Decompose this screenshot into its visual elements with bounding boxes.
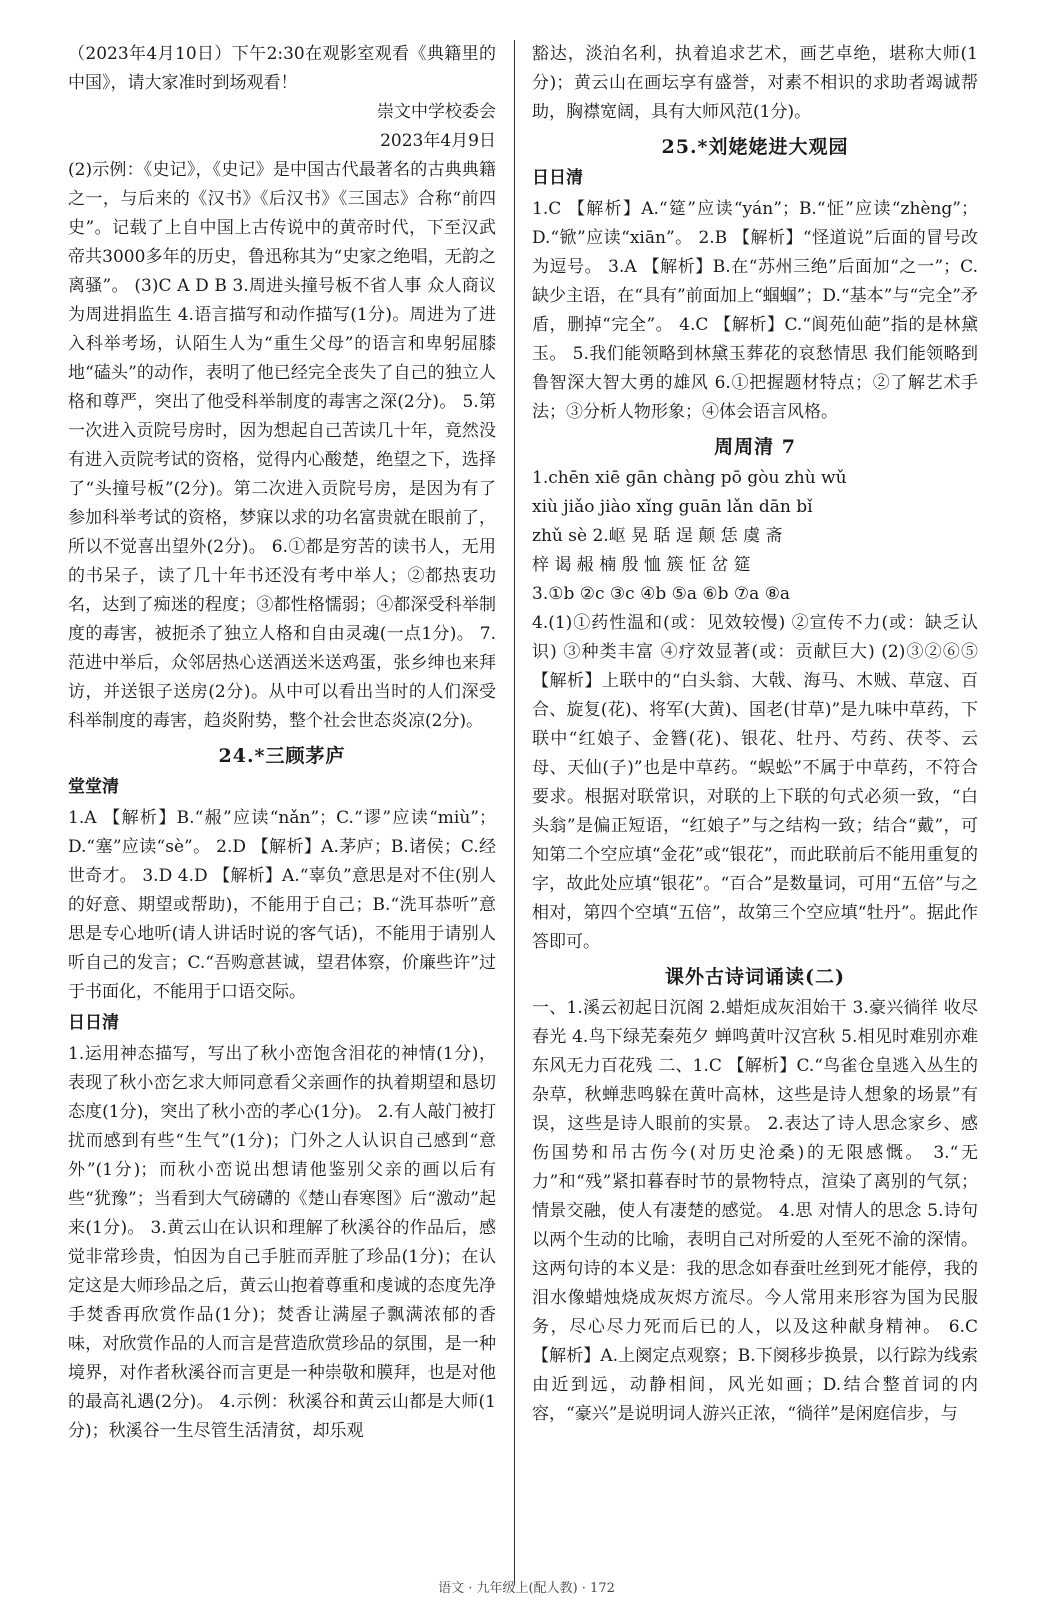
page-footer: 语文 · 九年级上(配人教) · 172 (438, 1581, 615, 1596)
answer-block: 1.A 【解析】B.“赧”应读“nǎn”；C.“谬”应读“miù”；D.“塞”应读“sè”。 2.D 【解析】A.茅庐；B.诸侯；C.经世奇才。 3.D 4.D 【解析】A.“辜负”意思是对不住(别人的好意、期望或帮助)，不能用于自己；B.“洗耳恭听”意思是专心地听(请人讲话时说的客气话)，不能用于请别人听自己的发言；C.“吾购意甚诚，望君体察，价廉些许”过于书面化，不能用于口语交际。 (68, 808, 496, 1002)
answer-block: (2)示例：《史记》，《史记》是中国古代最著名的古典典籍之一，与后来的《汉书》《后汉书》《三国志》合称“前四史”。记载了上自中国上古传说中的黄帝时代，下至汉武帝共3000多年的历史，鲁迅称其为“史家之绝唱，无韵之离骚”。 (3)C A D B 3.周进头撞号板不省人事 众人商议为周进捐监生 4.语言描写和动作描写(1分)。周进为了进入科举考场，认陌生人为“重生父母”的语言和卑躬屈膝地“磕头”的动作，表明了他已经完全丧失了自己的独立人格和尊严，突出了他受科举制度的毒害之深(2分)。 5.第一次进入贡院号房时，因为想起自己苦读几十年，竟然没有进入贡院考试的资格，觉得内心酸楚，绝望之下，选择了“头撞号板”(2分)。第二次进入贡院号房，是因为有了参加科举考试的资格，梦寐以求的功名富贵就在眼前了，所以不觉喜出望外(2分)。 6.①都是穷苦的读书人，无用的书呆子，读了几十年书还没有考中举人；②都热衷功名，达到了痴迷的程度；③都性格懦弱；④都深受科举制度的毒害，被扼杀了独立人格和自由灵魂(一点1分)。 7.范进中举后，众邻居热心送酒送米送鸡蛋，张乡绅也来拜访，并送银子送房(2分)。从中可以看出当时的人们深受科举制度的毒害，趋炎附势，整个社会世态炎凉(2分)。 (68, 160, 496, 731)
section-title-24: 24.*三顾茅庐 (218, 745, 346, 767)
pinyin-line: zhǔ sè 2.岖 晃 聒 逞 颠 恁 虞 斋 (532, 526, 783, 546)
answer-block: 豁达，淡泊名利，执着追求艺术，画艺卓绝，堪称大师(1分)；黄云山在画坛享有盛誉，对素不相识的求助者竭诚帮助，胸襟宽阔，具有大师风范(1分)。 (532, 44, 978, 122)
subheading-ririqing: 日日清 (532, 168, 583, 188)
pinyin-line: xiù jiǎo jiào xǐng guān lǎn dān bǐ (532, 497, 813, 517)
subheading-tangtangqing: 堂堂清 (68, 777, 119, 797)
notice-date: 2023年4月9日 (380, 131, 496, 151)
answer-block: 4.(1)①药性温和(或：见效较慢) ②宣传不力(或：缺乏认识) ③种类丰富 ④疗效显著(或：贡献巨大) (2)③②⑥⑤ 【解析】上联中的“白头翁、大戟、海马、木贼、草寇、百合、旋复(花)、将军(大黄)、国老(甘草)”是九味中草药，下联中“红娘子、金簪(花)、银花、牡丹、芍药、茯苓、云母、天仙(子)”也是中草药。“蜈蚣”不属于中草药，不符合要求。根据对联常识，对联的上下联的句式必须一致，“白头翁”是偏正短语，“红娘子”与之结构一致；结合“戴”，可知第二个空应填“金花”或“银花”，而此联前后不能用重复的字，故此处应填“银花”。“百合”是数量词，可用“五倍”与之相对，第四个空填“五倍”，故第三个空应填“牡丹”。据此作答即可。 (532, 613, 978, 952)
column-divider (514, 40, 515, 1585)
answer-block: 一、1.溪云初起日沉阁 2.蜡炬成灰泪始干 3.豪兴徜徉 收尽春光 4.鸟下绿芜秦苑夕 蝉鸣黄叶汉宫秋 5.相见时难别亦难 东风无力百花残 二、1.C 【解析】C.“鸟雀仓皇逃入丛生的杂草，秋蝉悲鸣躲在黄叶高林，这些是诗人想象的场景”有误，这些是诗人眼前的实景。 2.表达了诗人思念家乡、感伤国势和吊古伤今(对历史沧桑)的无限感慨。 3.“无力”和“残”紧扣暮春时节的景物特点，渲染了离别的气氛；情景交融，使人有凄楚的感觉。 4.思 对情人的思念 5.诗句以两个生动的比喻，表明自己对所爱的人至死不渝的深情。这两句诗的本义是：我的思念如春蚕吐丝到死才能停，我的泪水像蜡烛烧成灰烬方流尽。今人常用来形容为国为民服务，尽心尽力死而后已的人，以及这种献身精神。 6.C 【解析】A.上阕定点观察；B.下阕移步换景，以行踪为线索由近到远，动静相间，风光如画；D.结合整首词的内容，“豪兴”是说明词人游兴正浓，“徜徉”是闲庭信步，与 (532, 998, 978, 1424)
left-column (68, 40, 496, 1446)
section-title-poems: 课外古诗词诵读(二) (665, 966, 845, 988)
section-title-weekly: 周周清 7 (714, 436, 796, 458)
answer-block: 1.C 【解析】A.“筵”应读“yán”；B.“怔”应读“zhèng”；D.“锨”应读“xiān”。 2.B 【解析】“怪道说”后面的冒号改为逗号。 3.A 【解析】B.在“苏州三绝”后面加“之一”；C.缺少主语，在“具有”前面加上“蝈蝈”；D.“基本”与“完全”矛盾，删掉“完全”。 4.C 【解析】C.“阆苑仙葩”指的是林黛玉。 5.我们能领略到林黛玉葬花的哀愁情思 我们能领略到鲁智深大智大勇的雄风 6.①把握题材特点；②了解艺术手法；③分析人物形象；④体会语言风格。 (532, 199, 978, 422)
subheading-ririqing: 日日清 (68, 1013, 119, 1033)
answer-line: 3.①b ②c ③c ④b ⑤a ⑥b ⑦a ⑧a (532, 584, 791, 604)
notice-signer: 崇文中学校委会 (377, 102, 496, 122)
answer-block: 1.运用神态描写，写出了秋小峦饱含泪花的神情(1分)，表现了秋小峦乞求大师同意看父亲画作的执着期望和恳切态度(1分)，突出了秋小峦的孝心(1分)。 2.有人敲门被打扰而感到有些“生气”(1分)；门外之人认识自己感到“意外”(1分)；而秋小峦说出想请他鉴别父亲的画以后有些“犹豫”；当看到大气磅礴的《楚山春寒图》后“激动”起来(1分)。 3.黄云山在认识和理解了秋溪谷的作品后，感觉非常珍贵，怕因为自己手脏而弄脏了珍品(1分)；在认定这是大师珍品之后，黄云山抱着尊重和虔诚的态度先净手焚香再欣赏作品(1分)；焚香让满屋子飘满浓郁的香味，对欣赏作品的人而言是营造欣赏珍品的氛围，是一种境界，对作者秋溪谷而言更是一种崇敬和膜拜，也是对他的最高礼遇(2分)。 4.示例：秋溪谷和黄云山都是大师(1分)；秋溪谷一生尽管生活清贫，却乐观 (68, 1044, 496, 1441)
character-line: 梓 谒 赧 楠 殷 恤 簇 怔 岔 筵 (532, 555, 751, 575)
section-title-25: 25.*刘姥姥进大观园 (661, 136, 849, 158)
right-column (532, 40, 978, 1429)
notice-text: （2023年4月10日）下午2:30在观影室观看《典籍里的中国》，请大家准时到场观看！ (68, 44, 496, 93)
pinyin-line: 1.chēn xiē gān chàng pō gòu zhù wǔ (532, 468, 847, 488)
